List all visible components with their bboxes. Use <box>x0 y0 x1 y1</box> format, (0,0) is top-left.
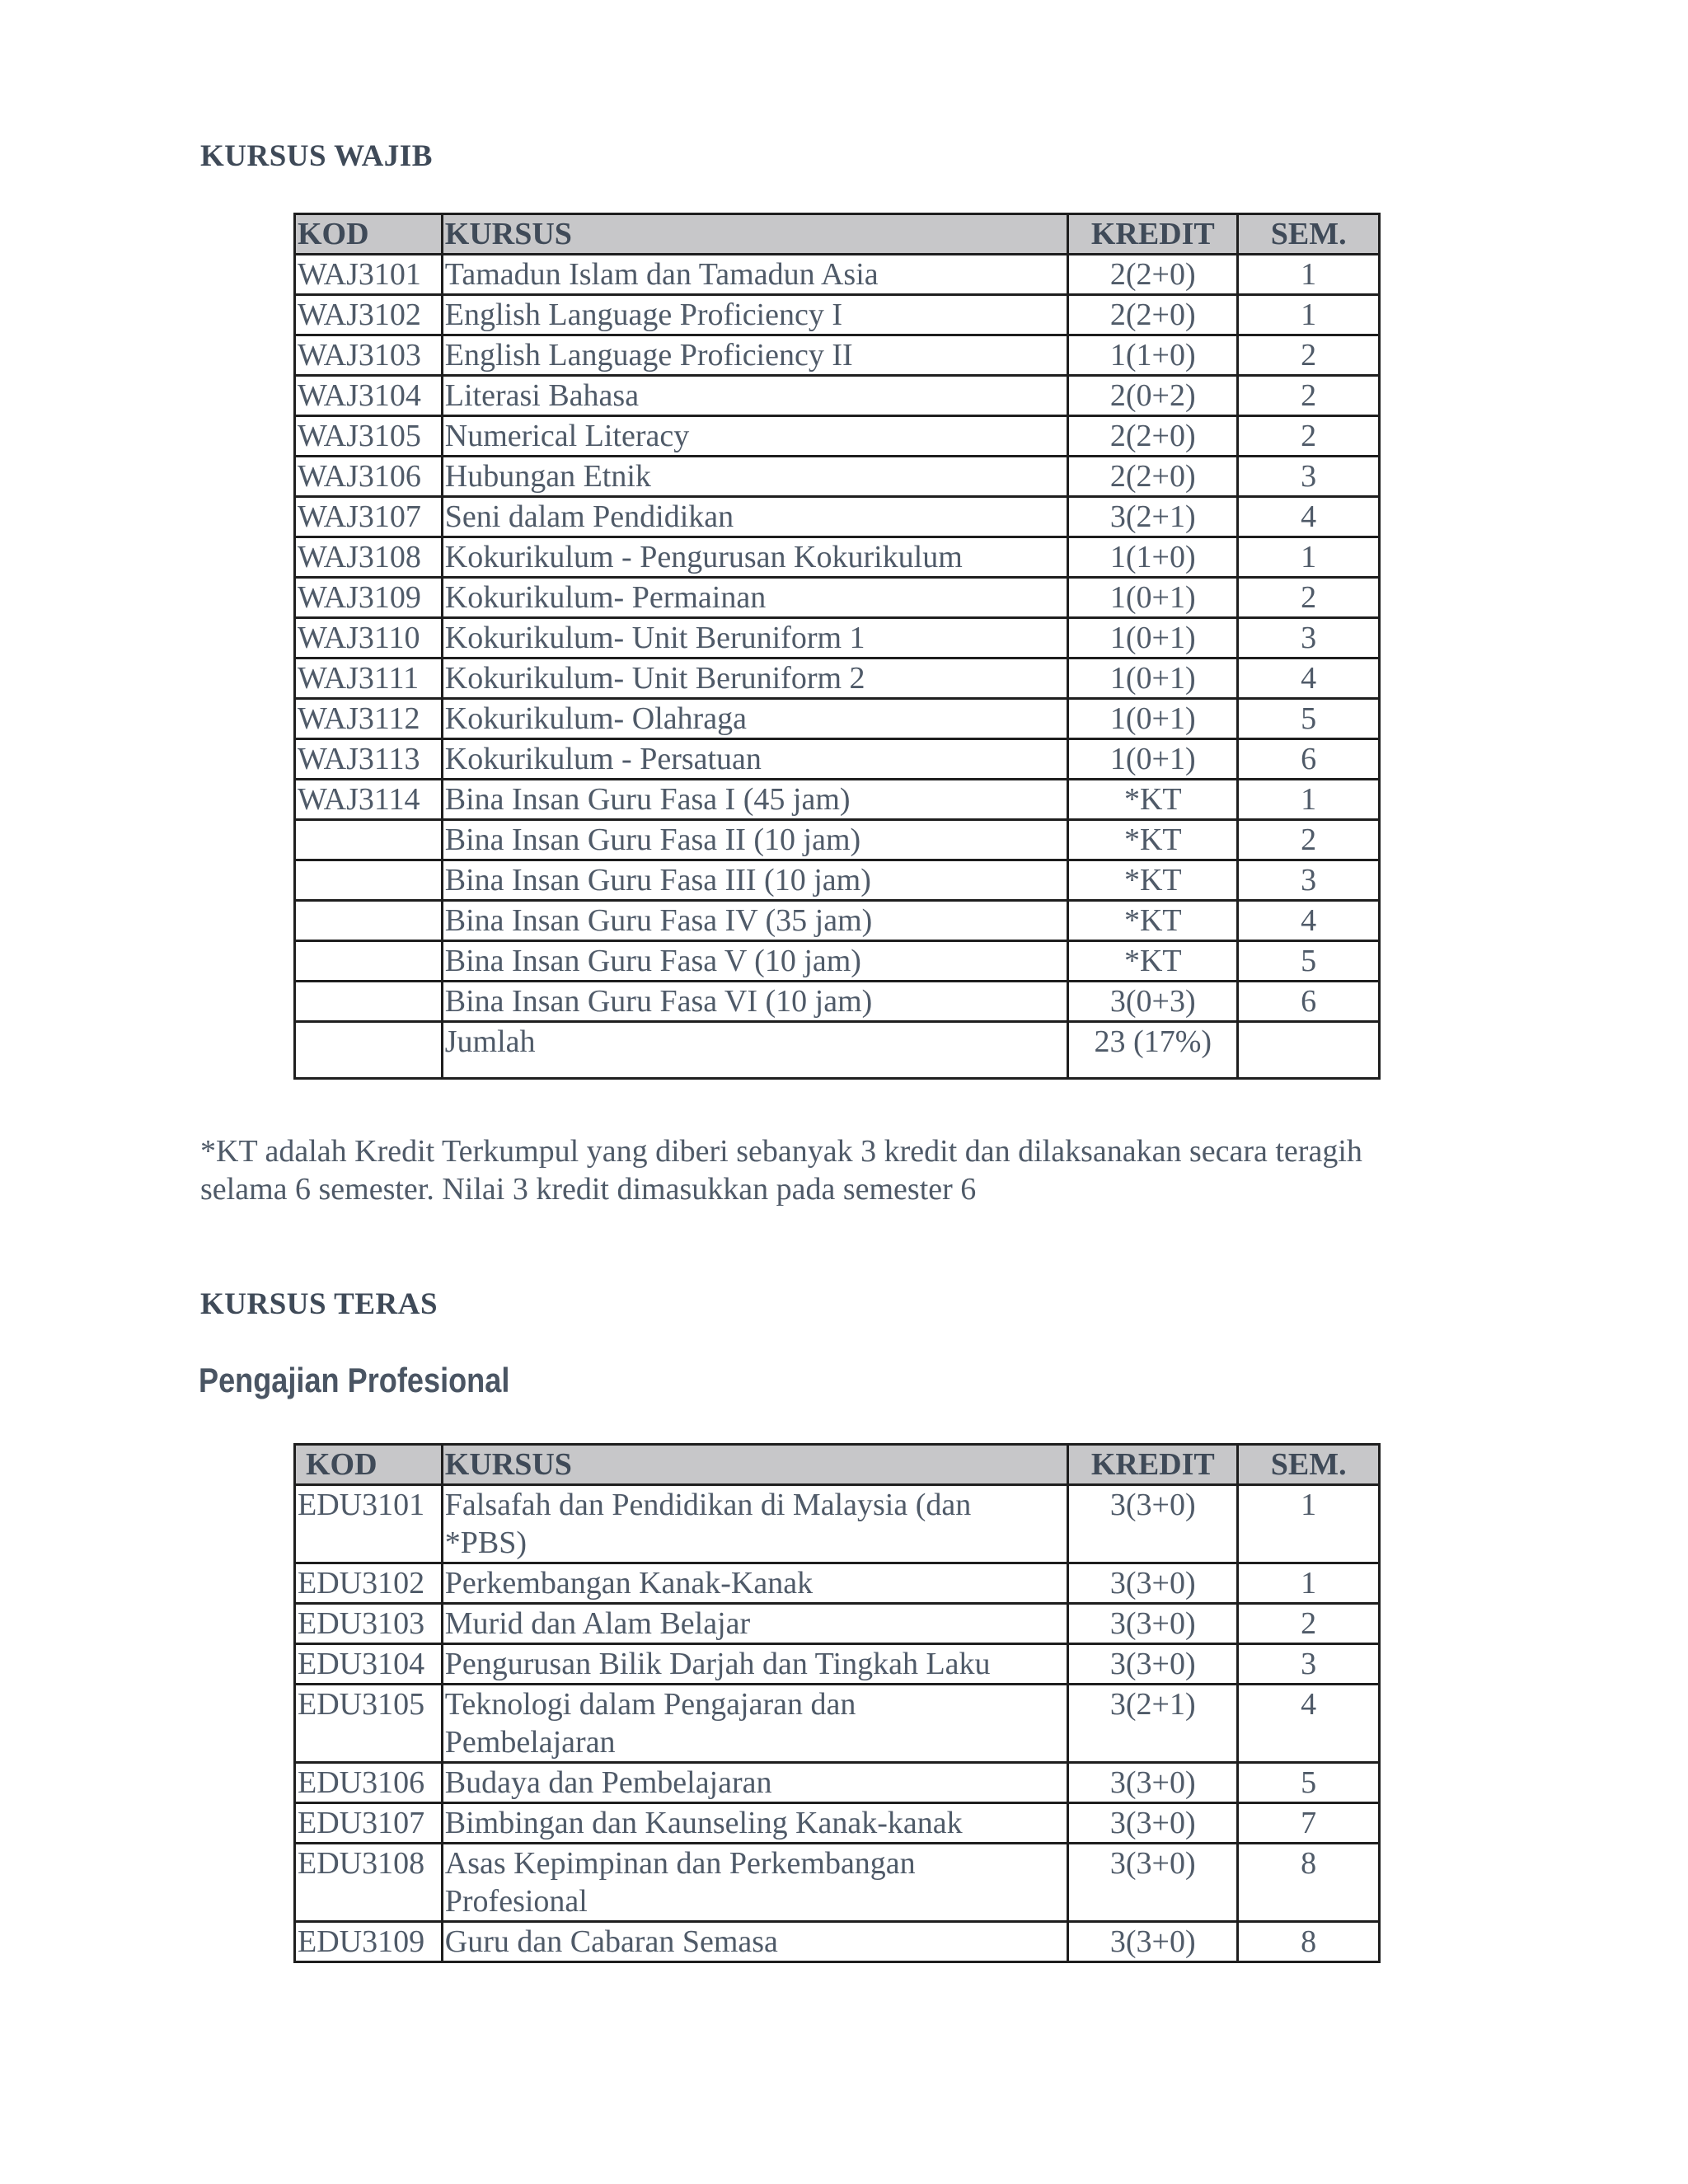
table-row <box>295 1803 1380 1844</box>
course-credit: 2(2+0) <box>1068 255 1238 295</box>
course-credit: *KT <box>1068 820 1238 860</box>
table-row <box>295 780 1380 820</box>
course-semester: 1 <box>1238 1563 1380 1604</box>
table-row <box>295 1685 1380 1763</box>
course-semester: 1 <box>1238 1485 1380 1563</box>
course-credit: *KT <box>1068 780 1238 820</box>
total-credit: 23 (17%) <box>1068 1022 1238 1079</box>
course-name: Bina Insan Guru Fasa II (10 jam) <box>442 820 1068 860</box>
course-credit: 1(1+0) <box>1068 537 1238 578</box>
course-semester: 4 <box>1238 658 1380 699</box>
course-code <box>295 941 443 982</box>
course-name-line-1: Budaya dan Pembelajaran <box>444 1765 772 1800</box>
course-semester: 4 <box>1238 1685 1380 1763</box>
course-semester: 2 <box>1238 1604 1380 1644</box>
course-name: Kokurikulum - Persatuan <box>442 739 1068 780</box>
course-semester: 1 <box>1238 780 1380 820</box>
course-credit: 2(2+0) <box>1068 295 1238 335</box>
total-code-empty <box>295 1022 443 1079</box>
course-name: Bina Insan Guru Fasa VI (10 jam) <box>442 982 1068 1022</box>
course-name: English Language Proficiency II <box>442 335 1068 376</box>
course-semester: 8 <box>1238 1922 1380 1962</box>
course-semester: 6 <box>1238 739 1380 780</box>
course-code <box>295 860 443 901</box>
course-credit: 3(3+0) <box>1068 1922 1238 1962</box>
course-credit: *KT <box>1068 860 1238 901</box>
table-row <box>295 335 1380 376</box>
table-row <box>295 1644 1380 1685</box>
table-row <box>295 295 1380 335</box>
table-row <box>295 1485 1380 1563</box>
course-name-line-2: Profesional <box>444 1884 588 1919</box>
course-name <box>442 1844 1068 1922</box>
course-name-line-2: *PBS) <box>444 1526 528 1560</box>
course-credit: 1(1+0) <box>1068 335 1238 376</box>
course-code <box>295 982 443 1022</box>
course-semester: 6 <box>1238 982 1380 1022</box>
course-code: WAJ3114 <box>295 780 443 820</box>
course-name-line-2: Pembelajaran <box>444 1725 616 1760</box>
course-credit: 3(3+0) <box>1068 1644 1238 1685</box>
total-semester-empty <box>1238 1022 1380 1079</box>
course-credit: 1(0+1) <box>1068 739 1238 780</box>
course-semester: 4 <box>1238 497 1380 537</box>
course-credit: 3(2+1) <box>1068 1685 1238 1763</box>
course-credit: 3(3+0) <box>1068 1563 1238 1604</box>
course-credit: 3(0+3) <box>1068 982 1238 1022</box>
course-name: Kokurikulum- Unit Beruniform 2 <box>442 658 1068 699</box>
table-row <box>295 860 1380 901</box>
table-row <box>295 376 1380 416</box>
course-name <box>442 1763 1068 1803</box>
course-semester: 3 <box>1238 860 1380 901</box>
table-row <box>295 255 1380 295</box>
course-name: Seni dalam Pendidikan <box>442 497 1068 537</box>
table-row <box>295 1563 1380 1604</box>
total-row <box>295 1022 1380 1079</box>
course-name-line-1: Asas Kepimpinan dan Perkembangan <box>444 1846 916 1881</box>
table-row <box>295 699 1380 739</box>
course-semester: 1 <box>1238 537 1380 578</box>
course-name: Kokurikulum - Pengurusan Kokurikulum <box>442 537 1068 578</box>
header-kursus: KURSUS <box>442 214 1068 255</box>
kt-footnote-line-2: selama 6 semester. Nilai 3 kredit dimasukkan pada semester 6 <box>200 1172 977 1207</box>
course-code: WAJ3106 <box>295 457 443 497</box>
header-kod: KOD <box>295 214 443 255</box>
course-name <box>442 1485 1068 1563</box>
course-semester: 2 <box>1238 578 1380 618</box>
total-label: Jumlah <box>442 1022 1068 1079</box>
course-semester: 4 <box>1238 901 1380 941</box>
course-credit: *KT <box>1068 901 1238 941</box>
header-sem: SEM. <box>1238 1445 1380 1485</box>
course-name-line-1: Murid dan Alam Belajar <box>444 1606 751 1641</box>
table-row <box>295 982 1380 1022</box>
header-sem: SEM. <box>1238 214 1380 255</box>
course-name <box>442 1604 1068 1644</box>
course-name-line-1: Falsafah dan Pendidikan di Malaysia (dan <box>444 1488 972 1522</box>
course-name-line-1: Perkembangan Kanak-Kanak <box>444 1566 814 1601</box>
kt-footnote <box>200 1132 1486 1208</box>
course-name <box>442 1685 1068 1763</box>
course-code: WAJ3108 <box>295 537 443 578</box>
course-credit: 1(0+1) <box>1068 578 1238 618</box>
course-name: Tamadun Islam dan Tamadun Asia <box>442 255 1068 295</box>
table-row <box>295 457 1380 497</box>
table-row <box>295 1922 1380 1962</box>
course-semester: 7 <box>1238 1803 1380 1844</box>
course-code: EDU3102 <box>295 1563 443 1604</box>
table-row <box>295 901 1380 941</box>
kt-footnote-line-1: *KT adalah Kredit Terkumpul yang diberi sebanyak 3 kredit dan dilaksanakan secara teragih <box>200 1134 1362 1169</box>
table-row <box>295 658 1380 699</box>
course-semester: 5 <box>1238 941 1380 982</box>
course-name <box>442 1563 1068 1604</box>
course-credit: 2(2+0) <box>1068 457 1238 497</box>
course-name: Kokurikulum- Unit Beruniform 1 <box>442 618 1068 658</box>
course-code: EDU3106 <box>295 1763 443 1803</box>
table-row <box>295 578 1380 618</box>
course-semester: 1 <box>1238 295 1380 335</box>
course-name: Kokurikulum- Permainan <box>442 578 1068 618</box>
table-row <box>295 739 1380 780</box>
course-name: Bina Insan Guru Fasa V (10 jam) <box>442 941 1068 982</box>
course-credit: 3(3+0) <box>1068 1604 1238 1644</box>
course-code: WAJ3104 <box>295 376 443 416</box>
course-semester: 3 <box>1238 457 1380 497</box>
section-title-kursus-wajib: KURSUS WAJIB <box>200 139 433 173</box>
subsection-title-pengajian-profesional: Pengajian Profesional <box>199 1361 510 1399</box>
course-code: WAJ3103 <box>295 335 443 376</box>
course-credit: 1(0+1) <box>1068 618 1238 658</box>
course-name: Bina Insan Guru Fasa IV (35 jam) <box>442 901 1068 941</box>
course-code: EDU3104 <box>295 1644 443 1685</box>
course-credit: 3(3+0) <box>1068 1763 1238 1803</box>
course-name-line-1: Teknologi dalam Pengajaran dan <box>444 1687 856 1722</box>
course-credit: 1(0+1) <box>1068 699 1238 739</box>
course-credit: 3(3+0) <box>1068 1844 1238 1922</box>
course-code: EDU3103 <box>295 1604 443 1644</box>
course-code: WAJ3110 <box>295 618 443 658</box>
table-header-row <box>295 214 1380 255</box>
course-name: Literasi Bahasa <box>442 376 1068 416</box>
course-semester: 3 <box>1238 1644 1380 1685</box>
course-credit: 3(3+0) <box>1068 1485 1238 1563</box>
course-code: WAJ3112 <box>295 699 443 739</box>
course-name <box>442 1803 1068 1844</box>
course-code: WAJ3102 <box>295 295 443 335</box>
course-code: EDU3109 <box>295 1922 443 1962</box>
course-semester: 5 <box>1238 699 1380 739</box>
course-semester: 2 <box>1238 335 1380 376</box>
header-kursus: KURSUS <box>442 1445 1068 1485</box>
course-code: EDU3105 <box>295 1685 443 1763</box>
course-code <box>295 820 443 860</box>
table-row <box>295 1763 1380 1803</box>
table-row <box>295 537 1380 578</box>
course-code: EDU3108 <box>295 1844 443 1922</box>
course-credit: *KT <box>1068 941 1238 982</box>
course-name <box>442 1922 1068 1962</box>
course-code: EDU3101 <box>295 1485 443 1563</box>
table-header-row <box>295 1445 1380 1485</box>
header-kod: KOD <box>295 1445 443 1485</box>
course-name-line-1: Pengurusan Bilik Darjah dan Tingkah Laku <box>444 1647 991 1681</box>
header-kredit: KREDIT <box>1068 1445 1238 1485</box>
course-semester: 8 <box>1238 1844 1380 1922</box>
table-row <box>295 497 1380 537</box>
course-code: WAJ3113 <box>295 739 443 780</box>
course-name: English Language Proficiency I <box>442 295 1068 335</box>
course-semester: 5 <box>1238 1763 1380 1803</box>
course-code: WAJ3101 <box>295 255 443 295</box>
course-credit: 1(0+1) <box>1068 658 1238 699</box>
course-name-line-1: Guru dan Cabaran Semasa <box>444 1924 778 1959</box>
course-semester: 2 <box>1238 416 1380 457</box>
header-kredit: KREDIT <box>1068 214 1238 255</box>
course-semester: 1 <box>1238 255 1380 295</box>
course-credit: 3(3+0) <box>1068 1803 1238 1844</box>
table-row <box>295 618 1380 658</box>
course-code: WAJ3107 <box>295 497 443 537</box>
course-credit: 2(0+2) <box>1068 376 1238 416</box>
pengajian-profesional-table <box>293 1443 1381 1963</box>
table-row <box>295 1604 1380 1644</box>
course-credit: 3(2+1) <box>1068 497 1238 537</box>
course-name-line-1: Bimbingan dan Kaunseling Kanak-kanak <box>444 1806 963 1840</box>
section-title-kursus-teras: KURSUS TERAS <box>200 1287 438 1321</box>
course-name: Numerical Literacy <box>442 416 1068 457</box>
course-credit: 2(2+0) <box>1068 416 1238 457</box>
kursus-wajib-table <box>293 213 1381 1080</box>
course-code: WAJ3109 <box>295 578 443 618</box>
course-name: Hubungan Etnik <box>442 457 1068 497</box>
table-row <box>295 941 1380 982</box>
course-code: WAJ3105 <box>295 416 443 457</box>
course-name: Bina Insan Guru Fasa III (10 jam) <box>442 860 1068 901</box>
course-code: EDU3107 <box>295 1803 443 1844</box>
course-name: Kokurikulum- Olahraga <box>442 699 1068 739</box>
course-semester: 3 <box>1238 618 1380 658</box>
course-semester: 2 <box>1238 376 1380 416</box>
table-row <box>295 1844 1380 1922</box>
table-row <box>295 416 1380 457</box>
course-name: Bina Insan Guru Fasa I (45 jam) <box>442 780 1068 820</box>
course-name <box>442 1644 1068 1685</box>
course-code <box>295 901 443 941</box>
course-semester: 2 <box>1238 820 1380 860</box>
table-row <box>295 820 1380 860</box>
course-code: WAJ3111 <box>295 658 443 699</box>
